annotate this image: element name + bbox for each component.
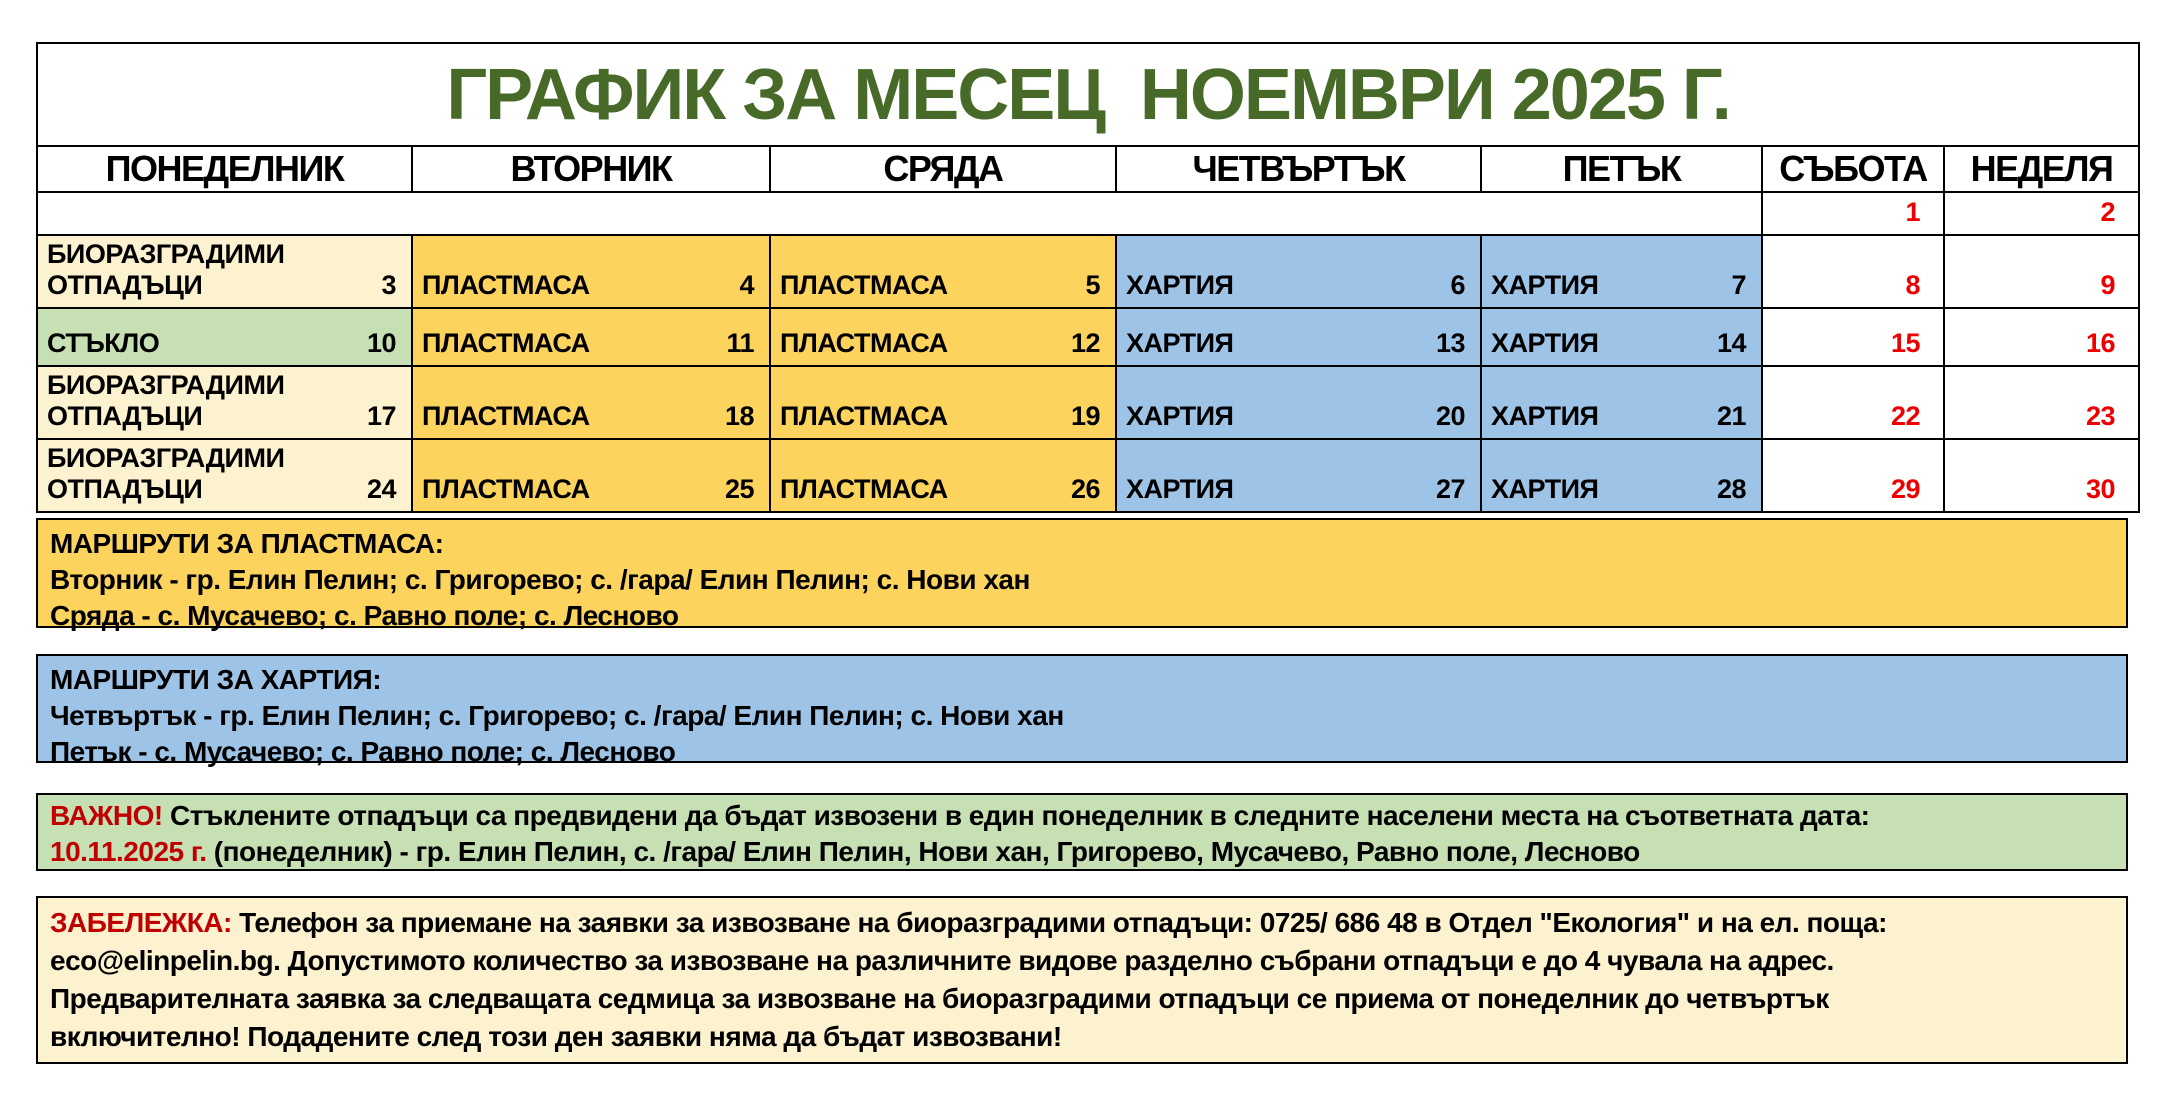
note-line: включително! Подадените след този ден заявки няма да бъдат извозвани!	[50, 1021, 1062, 1052]
waste-type-label: ХАРТИЯ	[1126, 328, 1234, 358]
day-number: 13	[1435, 328, 1465, 358]
important-date: 10.11.2025 г.	[50, 836, 207, 867]
note-label: ЗАБЕЛЕЖКА:	[50, 907, 232, 938]
paper-route-line: Четвъртък - гр. Елин Пелин; с. Григорево; с. /гара/ Елин Пелин; с. Нови хан	[50, 700, 1064, 731]
day-number: 22	[1890, 401, 1920, 431]
day-number: 19	[1070, 401, 1100, 431]
calendar-cell-weekend	[1762, 235, 1944, 308]
day-number: 10	[366, 328, 396, 358]
calendar-cell-plastic	[770, 439, 1116, 512]
day-number: 1	[1905, 197, 1920, 227]
note-line: Предварителната заявка за следващата седмица за извозване на биоразградими отпадъци се приема от понеделник до четвъртък	[50, 983, 1829, 1014]
calendar-cell-paper	[1481, 308, 1762, 366]
calendar-cell-weekend	[1762, 308, 1944, 366]
day-number: 21	[1716, 401, 1746, 431]
day-number: 29	[1890, 474, 1920, 504]
calendar-cell-weekend	[1762, 192, 1944, 235]
waste-type-label: ПЛАСТМАСА	[780, 270, 948, 300]
important-date-text: (понеделник) - гр. Елин Пелин, с. /гара/ Елин Пелин, Нови хан, Григорево, Мусачево, Равно поле, Лесново	[213, 836, 1640, 867]
note-line: eco@elinpelin.bg. Допустимото количество за извозване на различните видове разделно събрани отпадъци е до 4 чувала на адрес.	[50, 945, 1834, 976]
day-number: 2	[2100, 197, 2116, 227]
calendar-cell-plastic	[412, 308, 770, 366]
day-number: 28	[1716, 474, 1746, 504]
waste-schedule-table	[36, 42, 2140, 513]
calendar-cell-bio	[37, 439, 412, 512]
note-line	[50, 904, 2114, 942]
plastic-routes-box	[36, 518, 2128, 631]
day-header-thursday: ЧЕТВЪРТЪК	[1116, 146, 1481, 192]
calendar-cell-empty	[37, 192, 1762, 235]
day-number: 24	[366, 474, 396, 504]
calendar-cell-bio	[37, 235, 412, 308]
waste-type-label: ХАРТИЯ	[1491, 401, 1599, 431]
waste-type-label: БИОРАЗГРАДИМИ ОТПАДЪЦИ	[47, 370, 285, 431]
calendar-cell-weekend	[1944, 192, 2139, 235]
day-number: 6	[1450, 270, 1465, 300]
waste-type-label: ХАРТИЯ	[1491, 328, 1599, 358]
calendar-cell-plastic	[412, 235, 770, 308]
calendar-cell-paper	[1481, 439, 1762, 512]
page-title: ГРАФИК ЗА МЕСЕЦ НОЕМВРИ 2025 Г.	[37, 43, 2139, 146]
day-number: 27	[1435, 474, 1465, 504]
day-number: 7	[1731, 270, 1746, 300]
calendar-cell-glass	[37, 308, 412, 366]
calendar-cell-paper	[1481, 235, 1762, 308]
day-header-tuesday: ВТОРНИК	[412, 146, 770, 192]
waste-type-label: ПЛАСТМАСА	[780, 474, 948, 504]
paper-routes-box	[36, 654, 2128, 767]
waste-type-label: БИОРАЗГРАДИМИ ОТПАДЪЦИ	[47, 239, 285, 300]
calendar-cell-paper	[1116, 308, 1481, 366]
note-text: Телефон за приемане на заявки за извозване на биоразградими отпадъци: 0725/ 686 48 в Отдел "Екология" и на ел. поща:	[239, 907, 1887, 938]
day-number: 11	[726, 328, 754, 358]
day-header-saturday: СЪБОТА	[1762, 146, 1944, 192]
calendar-cell-weekend	[1944, 366, 2139, 439]
note-box	[36, 896, 2128, 1064]
paper-route-line: Петък - с. Мусачево; с. Равно поле; с. Лесново	[50, 736, 676, 767]
day-number: 18	[724, 401, 754, 431]
calendar-cell-plastic	[770, 308, 1116, 366]
calendar-cell-weekend	[1944, 235, 2139, 308]
calendar-cell-bio	[37, 366, 412, 439]
day-number: 30	[2085, 474, 2116, 504]
calendar-cell-plastic	[412, 366, 770, 439]
day-number: 4	[739, 270, 754, 300]
calendar-cell-plastic	[770, 366, 1116, 439]
important-text: Стъклените отпадъци са предвидени да бъдат извозени в един понеделник в следните населени места на съответната дата:	[169, 800, 1870, 831]
waste-type-label: ПЛАСТМАСА	[422, 328, 590, 358]
day-number: 16	[2085, 328, 2116, 358]
calendar-cell-paper	[1481, 366, 1762, 439]
calendar-cell-plastic	[412, 439, 770, 512]
waste-type-label: ПЛАСТМАСА	[780, 328, 948, 358]
important-line	[50, 798, 2114, 834]
day-number: 8	[1905, 270, 1920, 300]
day-number: 14	[1716, 328, 1746, 358]
day-header-friday: ПЕТЪК	[1481, 146, 1762, 192]
calendar-cell-paper	[1116, 235, 1481, 308]
important-date-line	[50, 834, 2114, 870]
day-number: 9	[2100, 270, 2116, 300]
waste-type-label: ХАРТИЯ	[1491, 474, 1599, 504]
waste-type-label: ХАРТИЯ	[1126, 270, 1234, 300]
waste-type-label: ПЛАСТМАСА	[422, 401, 590, 431]
day-number: 5	[1085, 270, 1100, 300]
waste-type-label: ПЛАСТМАСА	[422, 270, 590, 300]
day-number: 3	[381, 270, 396, 300]
calendar-cell-weekend	[1944, 308, 2139, 366]
waste-type-label: БИОРАЗГРАДИМИ ОТПАДЪЦИ	[47, 443, 285, 504]
day-number: 17	[366, 401, 396, 431]
calendar-cell-plastic	[770, 235, 1116, 308]
day-header-sunday: НЕДЕЛЯ	[1944, 146, 2139, 192]
calendar-cell-weekend	[1944, 439, 2139, 512]
calendar-cell-paper	[1116, 439, 1481, 512]
day-number: 12	[1070, 328, 1100, 358]
paper-routes-title: МАРШРУТИ ЗА ХАРТИЯ:	[50, 664, 382, 695]
calendar-cell-paper	[1116, 366, 1481, 439]
important-label: ВАЖНО!	[50, 800, 163, 831]
day-number: 15	[1890, 328, 1920, 358]
day-number: 26	[1070, 474, 1100, 504]
waste-type-label: ХАРТИЯ	[1491, 270, 1599, 300]
waste-type-label: ПЛАСТМАСА	[422, 474, 590, 504]
waste-type-label: ПЛАСТМАСА	[780, 401, 948, 431]
day-number: 20	[1435, 401, 1465, 431]
day-number: 23	[2085, 401, 2116, 431]
waste-type-label: СТЪКЛО	[47, 328, 160, 358]
plastic-routes-title: МАРШРУТИ ЗА ПЛАСТМАСА:	[50, 528, 444, 559]
plastic-route-line: Вторник - гр. Елин Пелин; с. Григорево; с. /гара/ Елин Пелин; с. Нови хан	[50, 564, 1030, 595]
calendar-cell-weekend	[1762, 439, 1944, 512]
day-header-monday: ПОНЕДЕЛНИК	[37, 146, 412, 192]
plastic-route-line: Сряда - с. Мусачево; с. Равно поле; с. Лесново	[50, 600, 679, 631]
day-number: 25	[724, 474, 754, 504]
waste-type-label: ХАРТИЯ	[1126, 401, 1234, 431]
waste-type-label: ХАРТИЯ	[1126, 474, 1234, 504]
day-header-wednesday: СРЯДА	[770, 146, 1116, 192]
important-box	[36, 793, 2128, 871]
calendar-cell-weekend	[1762, 366, 1944, 439]
